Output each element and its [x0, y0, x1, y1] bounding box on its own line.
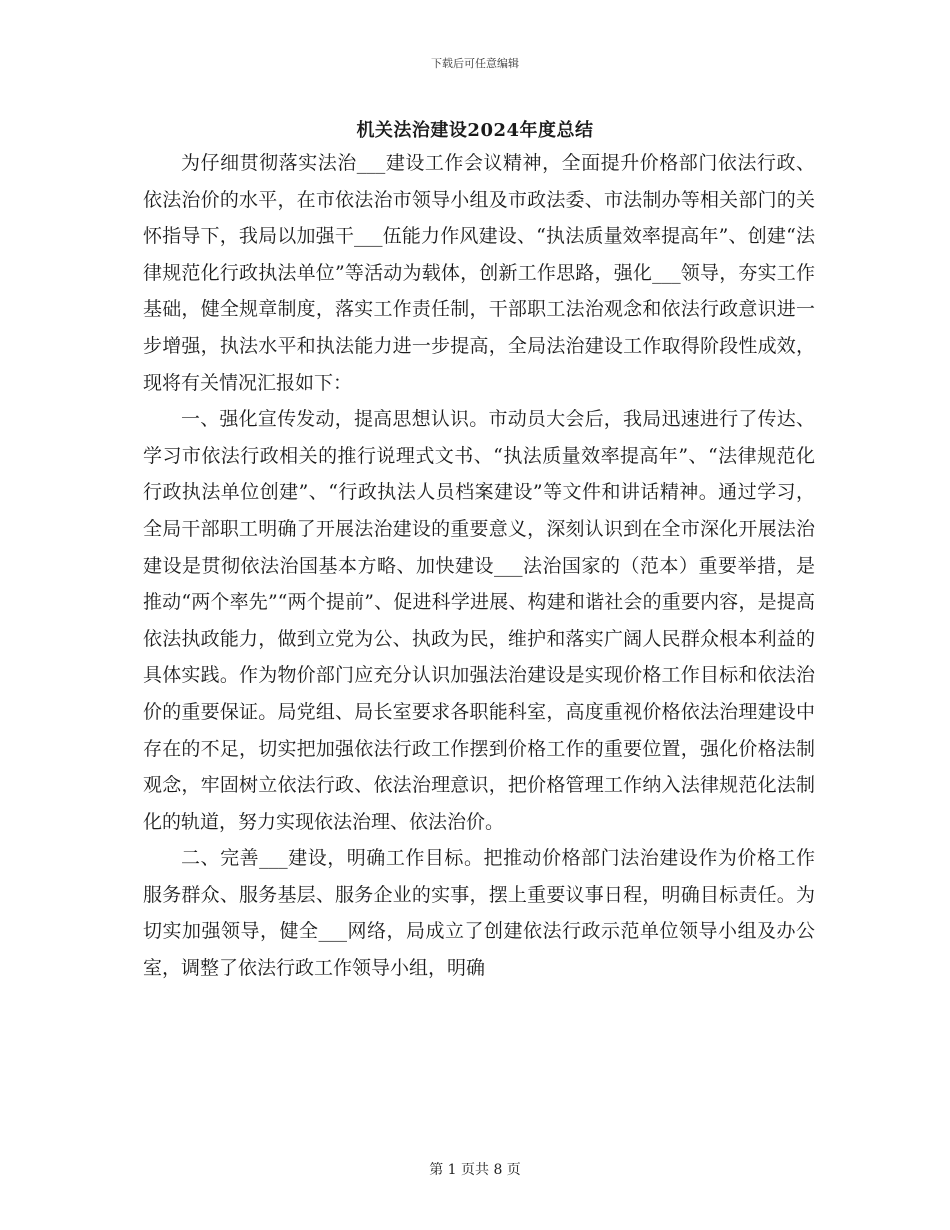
document-title: 机关法治建设2024年度总结 [356, 120, 594, 141]
document-body [143, 145, 815, 987]
header-note: 下载后可任意编辑 [431, 57, 519, 70]
paragraph-section-2: 二、完善___建设，明确工作目标。把推动价格部门法治建设作为价格工作服务群众、服务基层、服务企业的实事，摆上重要议事日程，明确目标责任。为切实加强领导，健全___网络，局成立了创建依法行政示范单位领导小组及办公室，调整了依法行政工作领导小组，明确 [143, 847, 815, 980]
paragraph-intro: 为仔细贯彻落实法治___建设工作会议精神，全面提升价格部门依法行政、依法治价的水平，在市依法治市领导小组及市政法委、市法制办等相关部门的关怀指导下，我局以加强干___伍能力作风建设、“执法质量效率提高年”、创建“法律规范化行政执法单位”等活动为载体，创新工作思路，强化___领导，夯实工作基础，健全规章制度，落实工作责任制，干部职工法治观念和依法行政意识进一步增强，执法水平和执法能力进一步提高，全局法治建设工作取得阶段性成效，现将有关情况汇报如下： [143, 152, 815, 394]
page-footer: 第 1 页共 8 页 [429, 1162, 521, 1178]
paragraph-section-1: 一、强化宣传发动，提高思想认识。市动员大会后，我局迅速进行了传达、学习市依法行政相关的推行说理式文书、“执法质量效率提高年”、“法律规范化行政执法单位创建”、“行政执法人员档案建设”等文件和讲话精神。通过学习，全局干部职工明确了开展法治建设的重要意义，深刻认识到在全市深化开展法治建设是贯彻依法治国基本方略、加快建设___法治国家的（范本）重要举措，是推动“两个率先”“两个提前”、促进科学进展、构建和谐社会的重要内容，是提高依法执政能力，做到立党为公、执政为民，维护和落实广阔人民群众根本利益的具体实践。作为物价部门应充分认识加强法治建设是实现价格工作目标和依法治价的重要保证。局党组、局长室要求各职能科室，高度重视价格依法治理建设中存在的不足，切实把加强依法行政工作摆到价格工作的重要位置，强化价格法制观念，牢固树立依法行政、依法治理意识，把价格管理工作纳入法律规范化法制化的轨道，努力实现依法治理、依法治价。 [143, 408, 815, 833]
